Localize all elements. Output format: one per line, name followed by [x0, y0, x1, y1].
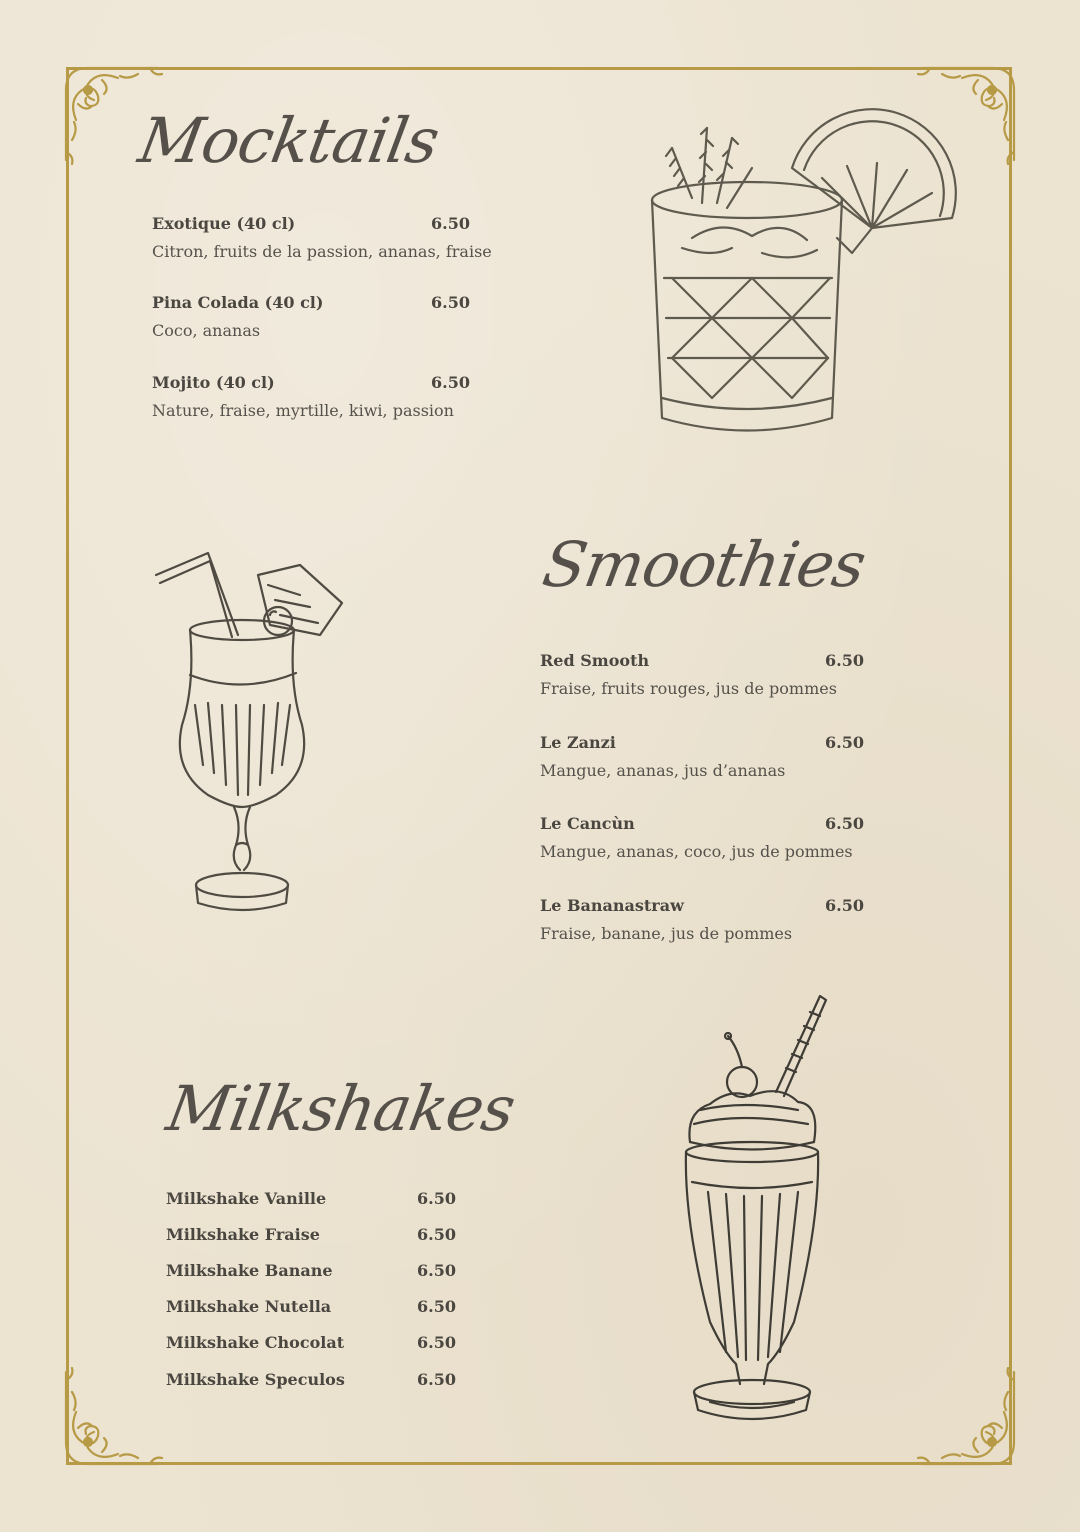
item-price: 6.50 — [417, 1261, 456, 1280]
item-description: Citron, fruits de la passion, ananas, fraise — [152, 242, 492, 261]
menu-item — [166, 1225, 466, 1253]
item-description: Mangue, ananas, jus d’ananas — [540, 761, 786, 780]
item-price: 6.50 — [825, 651, 864, 670]
item-description: Mangue, ananas, coco, jus de pommes — [540, 842, 853, 861]
item-price: 6.50 — [431, 293, 470, 312]
item-price: 6.50 — [417, 1297, 456, 1316]
item-name: Milkshake Speculos — [166, 1370, 345, 1389]
item-price: 6.50 — [417, 1333, 456, 1352]
item-price: 6.50 — [431, 214, 470, 233]
menu-item — [152, 214, 492, 261]
item-price: 6.50 — [825, 733, 864, 752]
menu-item — [540, 733, 870, 780]
item-name: Exotique (40 cl) — [152, 214, 296, 233]
item-name: Pina Colada (40 cl) — [152, 293, 324, 312]
item-description: Fraise, banane, jus de pommes — [540, 924, 793, 943]
item-name: Red Smooth — [540, 651, 650, 670]
item-description: Fraise, fruits rouges, jus de pommes — [540, 679, 837, 698]
menu-item — [166, 1261, 466, 1289]
item-name: Le Zanzi — [540, 733, 616, 752]
item-price: 6.50 — [417, 1225, 456, 1244]
item-name: Milkshake Banane — [166, 1261, 333, 1280]
menu-item — [166, 1189, 466, 1217]
item-price: 6.50 — [417, 1370, 456, 1389]
menu-item — [152, 373, 482, 420]
item-name: Milkshake Vanille — [166, 1189, 327, 1208]
menu-item — [152, 293, 482, 340]
item-price: 6.50 — [431, 373, 470, 392]
item-name: Milkshake Fraise — [166, 1225, 320, 1244]
item-name: Mojito (40 cl) — [152, 373, 275, 392]
item-name: Milkshake Nutella — [166, 1297, 332, 1316]
menu-item — [540, 896, 870, 943]
menu-item — [166, 1297, 466, 1325]
item-name: Milkshake Chocolat — [166, 1333, 345, 1352]
milkshake-glass-illustration — [680, 992, 850, 1446]
item-price: 6.50 — [825, 896, 864, 915]
rocks-glass-cocktail-illustration — [632, 108, 962, 452]
menu-item — [540, 814, 870, 861]
menu-item — [166, 1370, 466, 1398]
smoothies-title: Smoothies — [537, 528, 871, 601]
item-price: 6.50 — [417, 1189, 456, 1208]
mocktails-title: Mocktails — [133, 104, 444, 177]
corner-ornament-icon — [58, 1362, 168, 1472]
milkshakes-title: Milkshakes — [161, 1072, 520, 1145]
menu-item — [166, 1333, 466, 1361]
item-description: Coco, ananas — [152, 321, 261, 340]
hurricane-glass-cocktail-illustration — [150, 545, 360, 929]
item-name: Le Bananastraw — [540, 896, 684, 915]
item-description: Nature, fraise, myrtille, kiwi, passion — [152, 401, 454, 420]
corner-ornament-icon — [912, 1362, 1022, 1472]
item-price: 6.50 — [825, 814, 864, 833]
menu-item — [540, 651, 870, 698]
item-name: Le Cancùn — [540, 814, 635, 833]
